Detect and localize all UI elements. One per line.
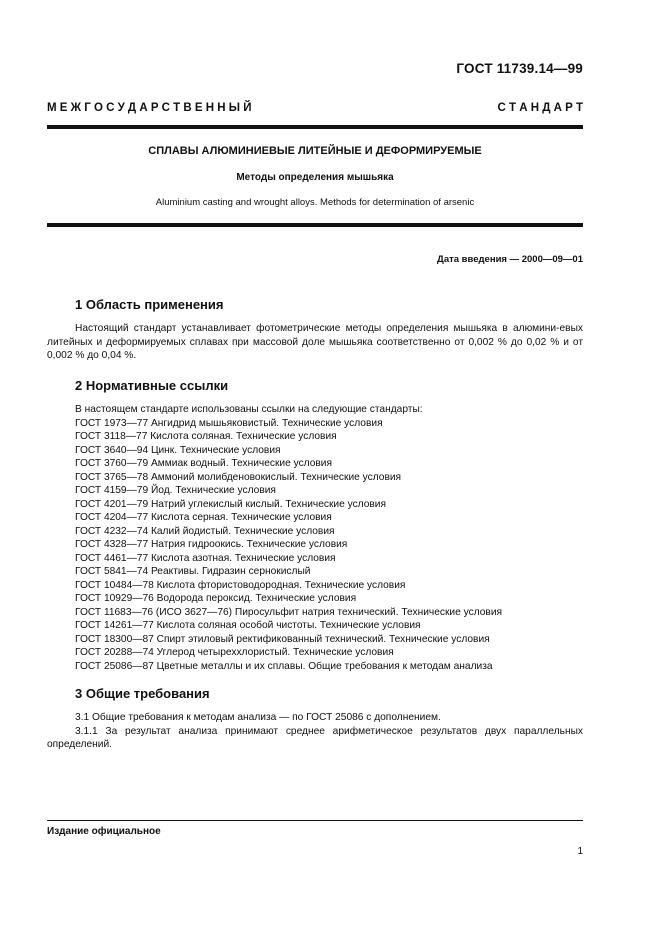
section-1-text: Настоящий стандарт устанавливает фотометрические методы определения мышьяка в алюмини-евых литейных и деформируемых сплавах при массовой доле мышьяка соответственно от 0,002 % до 0,02 % и от 0,002 % до 0,04 %. [47, 323, 583, 361]
clause-3-1: 3.1 Общие требования к методам анализа — по ГОСТ 25086 с дополнением. [75, 712, 441, 723]
reference-item: ГОСТ 4159—79 Йод. Технические условия [75, 485, 276, 496]
reference-item: ГОСТ 3765—78 Аммоний молибденовокислый. Технические условия [75, 471, 402, 483]
reference-item: ГОСТ 10484—78 Кислота фтористоводородная. Технические условия [75, 579, 406, 591]
references-intro: В настоящем стандарте использованы ссылки на следующие стандарты: [75, 404, 423, 415]
reference-item: ГОСТ 1973—77 Ангидрид мышьяковистый. Технические условия [75, 417, 383, 429]
reference-item: ГОСТ 20288—74 Углерод четыреххлористый. Технические условия [75, 647, 394, 658]
top-divider [47, 125, 583, 129]
reference-item: ГОСТ 4461—77 Кислота азотная. Технические условия [75, 552, 336, 564]
reference-item: ГОСТ 3760—79 Аммиак водный. Технические условия [75, 458, 333, 469]
section-2-heading: 2 Нормативные ссылки [75, 378, 229, 393]
section-3-heading: 3 Общие требования [75, 686, 210, 701]
reference-item: ГОСТ 4232—74 Калий йодистый. Технические условия [75, 525, 335, 537]
reference-item: ГОСТ 14261—77 Кислота соляная особой чистоты. Технические условия [75, 620, 421, 631]
reference-item: ГОСТ 4204—77 Кислота серная. Технические условия [75, 512, 332, 523]
reference-item: ГОСТ 4328—77 Натрия гидроокись. Технические условия [75, 539, 348, 550]
document-subtitle: Методы определения мышьяка [236, 172, 394, 183]
reference-item: ГОСТ 4201—79 Натрий углекислый кислый. Технические условия [75, 498, 387, 510]
title-divider [47, 223, 583, 227]
footer-divider [47, 820, 583, 821]
standard-word: С Т А Н Д А Р Т [497, 102, 583, 114]
interstate-standard-banner [47, 102, 583, 114]
clause-3-1-1: 3.1.1 За результат анализа принимают среднее арифметическое результатов двух параллельных определений. [47, 725, 583, 750]
page-number: 1 [577, 846, 583, 857]
section-1-heading: 1 Область применения [75, 297, 224, 312]
normative-references-list [47, 403, 583, 673]
official-edition-label: Издание официальное [47, 826, 161, 837]
section-3-text [47, 711, 583, 752]
reference-item: ГОСТ 18300—87 Спирт этиловый ректификованный технический. Технические условия [75, 633, 490, 645]
reference-item: ГОСТ 3640—94 Цинк. Технические условия [75, 444, 281, 456]
gost-code: ГОСТ 11739.14—99 [456, 61, 583, 76]
introduction-date: Дата введения — 2000—09—01 [437, 254, 583, 265]
interstate-word: М Е Ж Г О С У Д А Р С Т В Е Н Н Ы Й [47, 102, 252, 114]
document-title: СПЛАВЫ АЛЮМИНИЕВЫЕ ЛИТЕЙНЫЕ И ДЕФОРМИРУЕМЫЕ [148, 145, 482, 157]
reference-item: ГОСТ 5841—74 Реактивы. Гидразин сернокислый [75, 566, 311, 577]
english-title: Aluminium casting and wrought alloys. Methods for determination of arsenic [155, 197, 475, 208]
reference-item: ГОСТ 3118—77 Кислота соляная. Технические условия [75, 431, 337, 442]
reference-item: ГОСТ 11683—76 (ИСО 3627—76) Пиросульфит натрия технический. Технические условия [75, 606, 503, 618]
reference-item: ГОСТ 25086—87 Цветные металлы и их сплавы. Общие требования к методам анализа [75, 660, 493, 672]
reference-item: ГОСТ 10929—76 Водорода пероксид. Технические условия [75, 593, 357, 604]
